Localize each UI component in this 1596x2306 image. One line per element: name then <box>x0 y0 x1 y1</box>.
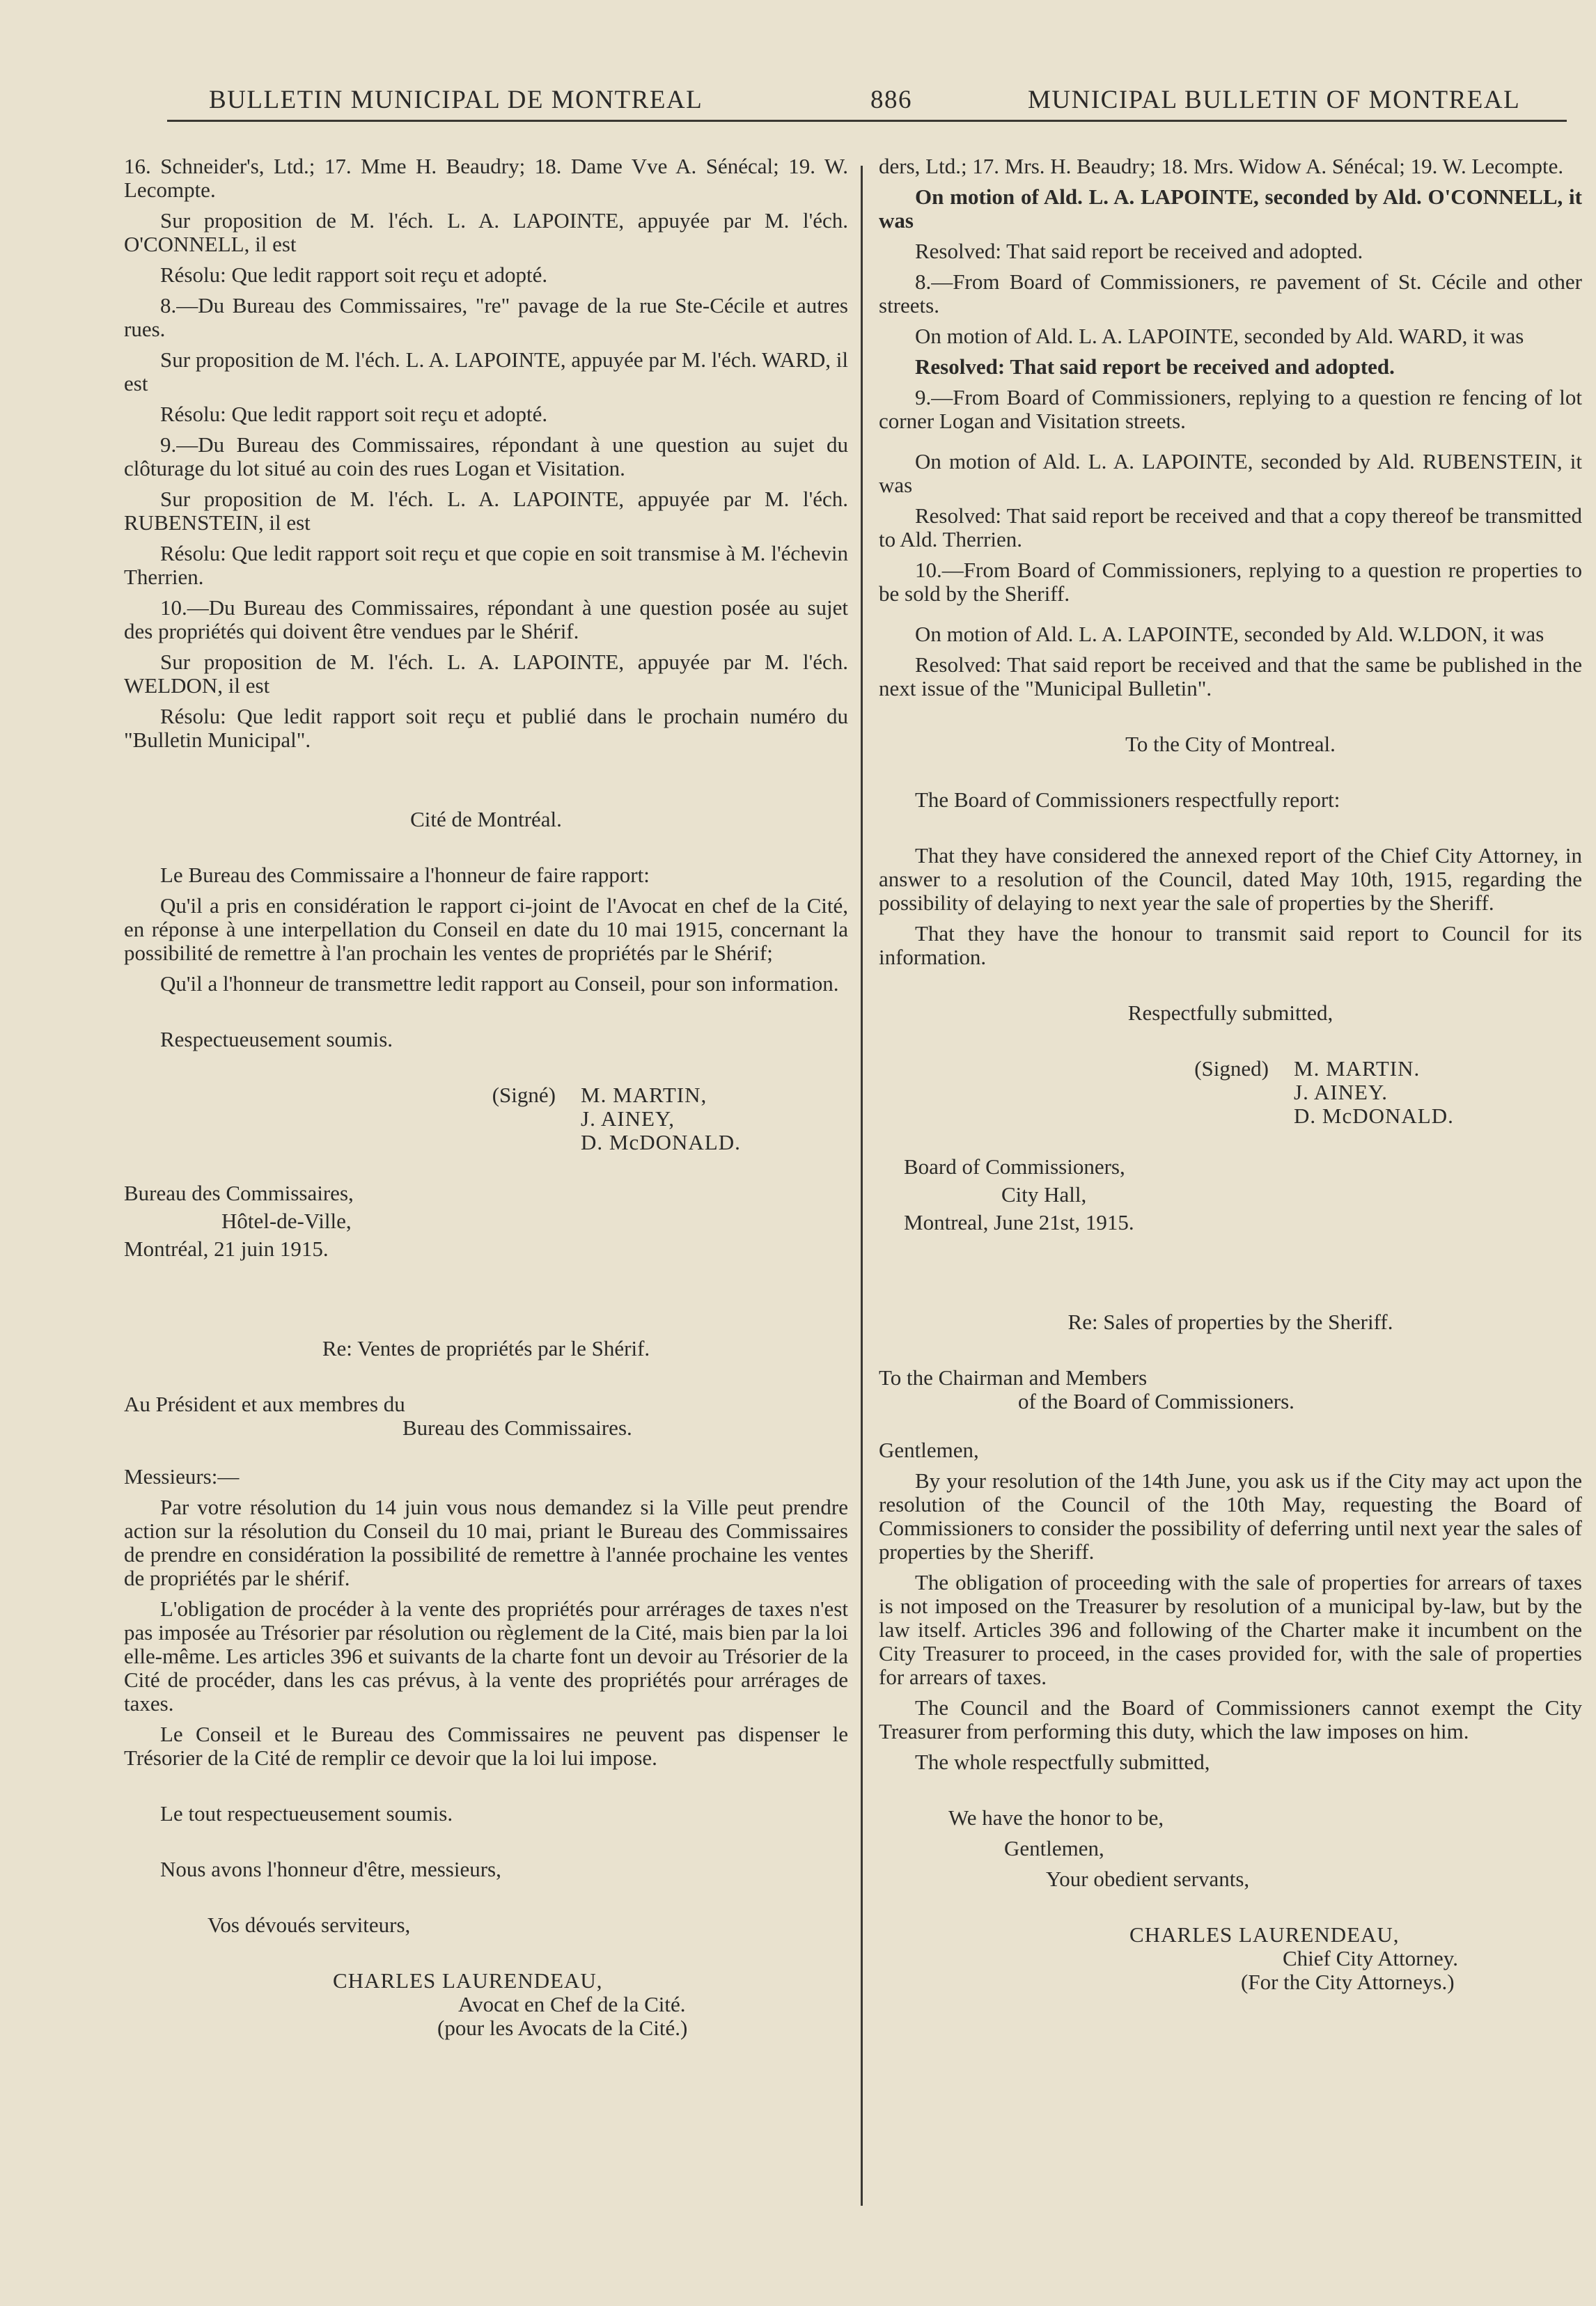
paragraph: Sur proposition de M. l'éch. L. A. LAPOINTE, appuyée par M. l'éch. WARD, il est <box>124 347 848 395</box>
paragraph: The obligation of proceeding with the sale of properties for arrears of taxes is not imposed on the Treasurer by resolution of a municipal by-law, but by the law itself. Articles 396 and following of the Charter make it incumbent on the City Treasurer to proceed, in the cases provided for, with the sale of properties for arrears of taxes. <box>879 1570 1582 1689</box>
paragraph: That they have considered the annexed report of the Chief City Attorney, in answer to a resolution of the Council, dated May 10th, 1915, regarding the possibility of delaying to next year the sale of properties by the Sheriff. <box>879 843 1582 915</box>
paragraph: Qu'il a pris en considération le rapport ci-joint de l'Avocat en chef de la Cité, en réponse à une interpellation du Conseil en date du 10 mai 1915, concernant la possibilité de remettre à l'an prochain les ventes de propriétés par le Shérif; <box>124 893 848 965</box>
signed-label: (Signé) <box>492 1083 556 1107</box>
signatory: M. MARTIN. <box>1294 1056 1421 1081</box>
paragraph: Resolved: That said report be received and that the same be published in the next issue of the "Municipal Bulletin". <box>879 652 1582 700</box>
author-note: (For the City Attorneys.) <box>1241 1970 1455 1994</box>
paragraph: 10.—Du Bureau des Commissaires, répondant à une question posée au sujet des propriétés qui doivent être vendues par le Shérif. <box>124 595 848 643</box>
author-name: CHARLES LAURENDEAU, <box>1129 1922 1400 1947</box>
addressee: To the Chairman and Members <box>879 1365 1148 1390</box>
paragraph: ders, Ltd.; 17. Mrs. H. Beaudry; 18. Mrs. Widow A. Sénécal; 19. W. Lecompte. <box>879 154 1564 178</box>
address-line: City Hall, <box>1001 1182 1087 1207</box>
page-number: 886 <box>870 86 912 114</box>
paragraph: By your resolution of the 14th June, you ask us if the City may act upon the resolution of the Council of the 10th May, requesting the Board of Commissioners to consider the possibility of deferring until next year the sales of properties by the Sheriff. <box>879 1468 1582 1564</box>
paragraph: Par votre résolution du 14 juin vous nous demandez si la Ville peut prendre action sur la résolution du Conseil du 10 mai, priant le Bureau des Commissaires de prendre en considération la possibilité de remettre à l'année prochaine les ventes de propriétés par le shérif. <box>124 1495 848 1590</box>
address-block <box>879 1153 1582 1237</box>
paragraph: 8.—From Board of Commissioners, re pavement of St. Cécile and other streets. <box>879 269 1582 317</box>
salutation: Messieurs:— <box>124 1464 240 1489</box>
header-title-english: MUNICIPAL BULLETIN OF MONTREAL <box>1028 86 1521 114</box>
paragraph: On motion of Ald. L. A. LAPOINTE, seconded by Ald. O'CONNELL, it was <box>879 185 1582 233</box>
signatory: D. McDONALD. <box>1294 1104 1454 1128</box>
author-note: (pour les Avocats de la Cité.) <box>437 2016 688 2040</box>
signatory: J. AINEY, <box>581 1106 675 1131</box>
paragraph: Résolu: Que ledit rapport soit reçu et publié dans le prochain numéro du "Bulletin Municipal". <box>124 704 848 752</box>
paragraph: Le tout respectueusement soumis. <box>160 1801 453 1826</box>
paragraph: 16. Schneider's, Ltd.; 17. Mme H. Beaudry; 18. Dame Vve A. Sénécal; 19. W. Lecompte. <box>124 154 848 202</box>
header-rule <box>167 120 1567 122</box>
address-block <box>124 1179 848 1263</box>
section-heading: Cité de Montréal. <box>410 807 562 831</box>
section-heading: To the City of Montreal. <box>1125 732 1336 756</box>
paragraph: Résolu: Que ledit rapport soit reçu et que copie en soit transmise à M. l'échevin Therrien. <box>124 541 848 589</box>
paragraph: Le Bureau des Commissaire a l'honneur de faire rapport: <box>160 863 650 887</box>
author-title: Avocat en Chef de la Cité. <box>458 1992 686 2016</box>
paragraph: 10.—From Board of Commissioners, replying to a question re properties to be sold by the Sheriff. <box>879 558 1582 606</box>
salutation: Gentlemen, <box>879 1438 979 1462</box>
paragraph: Sur proposition de M. l'éch. L. A. LAPOINTE, appuyée par M. l'éch. RUBENSTEIN, il est <box>124 487 848 535</box>
paragraph: 9.—From Board of Commissioners, replying to a question re fencing of lot corner Logan and Visitation streets. <box>879 385 1582 433</box>
addressee: of the Board of Commissioners. <box>1018 1389 1294 1413</box>
address-line: Bureau des Commissaires, <box>124 1181 354 1205</box>
paragraph: Respectfully submitted, <box>1127 1001 1333 1025</box>
signatory: J. AINEY. <box>1294 1080 1388 1104</box>
paragraph: The Council and the Board of Commissioners cannot exempt the City Treasurer from performing this duty, which the law imposes on him. <box>879 1695 1582 1743</box>
author-title: Chief City Attorney. <box>1283 1946 1458 1970</box>
address-line: Montreal, June 21st, 1915. <box>904 1210 1134 1234</box>
paragraph: 9.—Du Bureau des Commissaires, répondant à une question au sujet du clôturage du lot situé au coin des rues Logan et Visitation. <box>124 432 848 480</box>
paragraph: 8.—Du Bureau des Commissaires, "re" pavage de la rue Ste-Cécile et autres rues. <box>124 293 848 341</box>
address-line: Board of Commissioners, <box>904 1154 1125 1179</box>
paragraph: The whole respectfully submitted, <box>915 1750 1210 1774</box>
author-name: CHARLES LAURENDEAU, <box>333 1968 603 1993</box>
paragraph: Le Conseil et le Bureau des Commissaires ne peuvent pas dispenser le Trésorier de la Cité de remplir ce devoir que la loi lui impose. <box>124 1722 848 1770</box>
header-title-french: BULLETIN MUNICIPAL DE MONTREAL <box>209 86 703 114</box>
paragraph: Resolved: That said report be received and adopted. <box>915 239 1363 263</box>
paragraph: That they have the honour to transmit said report to Council for its information. <box>879 921 1582 969</box>
paragraph: L'obligation de procéder à la vente des propriétés pour arrérages de taxes n'est pas imposée au Trésorier par résolution ou règlement de la Cité, mais bien par la loi elle-même. Les articles 396 et suivants de la charte font un devoir au Trésorier de la Cité de procéder, dans les cas prévus, à la vente des propriétés pour arrérages de taxes. <box>124 1597 848 1716</box>
signatures <box>879 1057 1582 1128</box>
address-line: Montréal, 21 juin 1915. <box>124 1237 329 1261</box>
paragraph: The Board of Commissioners respectfully report: <box>915 787 1340 812</box>
paragraph: Résolu: Que ledit rapport soit reçu et adopté. <box>160 402 548 426</box>
signatures <box>124 1083 848 1154</box>
signatory: M. MARTIN, <box>581 1083 707 1107</box>
subject-line: Re: Ventes de propriétés par le Shérif. <box>322 1336 650 1360</box>
paragraph: Resolved: That said report be received and adopted. <box>915 354 1395 379</box>
column-divider <box>861 166 863 2206</box>
paragraph: Resolved: That said report be received and that a copy thereof be transmitted to Ald. Therrien. <box>879 503 1582 551</box>
paragraph: On motion of Ald. L. A. LAPOINTE, seconded by Ald. W.LDON, it was <box>915 622 1544 646</box>
closing: Vos dévoués serviteurs, <box>208 1913 411 1937</box>
closing: Gentlemen, <box>1004 1836 1104 1860</box>
page-header <box>0 78 1596 120</box>
address-line: Hôtel-de-Ville, <box>221 1209 352 1233</box>
french-column <box>124 155 848 2040</box>
signed-label: (Signed) <box>1194 1056 1269 1081</box>
subject-line: Re: Sales of properties by the Sheriff. <box>1067 1310 1393 1334</box>
closing: Your obedient servants, <box>1046 1867 1250 1891</box>
paragraph: On motion of Ald. L. A. LAPOINTE, seconded by Ald. RUBENSTEIN, it was <box>879 449 1582 497</box>
signatory: D. McDONALD. <box>581 1130 741 1154</box>
closing: Nous avons l'honneur d'être, messieurs, <box>160 1857 501 1881</box>
paragraph: Qu'il a l'honneur de transmettre ledit rapport au Conseil, pour son information. <box>160 971 839 996</box>
paragraph: On motion of Ald. L. A. LAPOINTE, seconded by Ald. WARD, it was <box>915 324 1524 348</box>
paragraph: Respectueusement soumis. <box>160 1027 393 1051</box>
addressee: Bureau des Commissaires. <box>402 1415 632 1440</box>
addressee: Au Président et aux membres du <box>124 1392 405 1416</box>
english-column <box>879 155 1582 1994</box>
paragraph: Sur proposition de M. l'éch. L. A. LAPOINTE, appuyée par M. l'éch. O'CONNELL, il est <box>124 208 848 256</box>
closing: We have the honor to be, <box>948 1805 1164 1830</box>
paragraph: Résolu: Que ledit rapport soit reçu et adopté. <box>160 262 548 287</box>
paragraph: Sur proposition de M. l'éch. L. A. LAPOINTE, appuyée par M. l'éch. WELDON, il est <box>124 650 848 698</box>
